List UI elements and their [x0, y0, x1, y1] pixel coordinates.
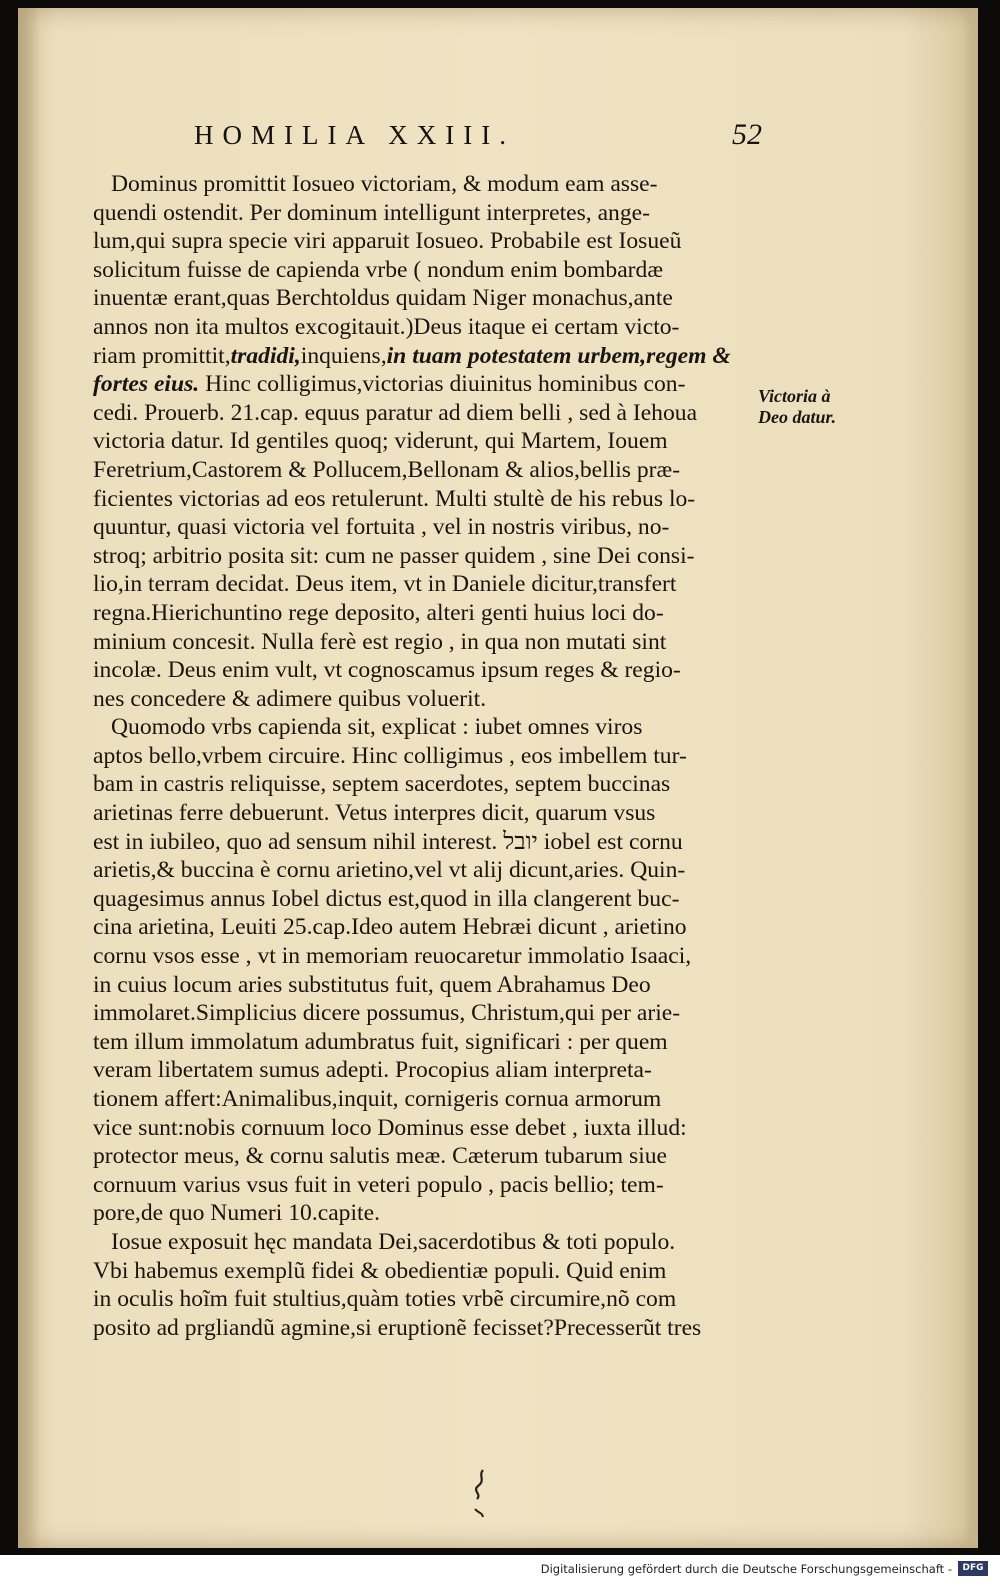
text-line: cornuum varius vsus fuit in veteri populo , pacis bellio; tem- — [93, 1171, 664, 1198]
text-line — [93, 370, 755, 399]
funding-credit: Digitalisierung gefördert durch die Deutsche Forschungsgemeinschaft - — [540, 1562, 952, 1576]
text-line: veram libertatem sumus adepti. Procopius aliam interpreta- — [93, 1057, 652, 1084]
text-line: arietis,& buccina è cornu arietino,vel vt alij dicunt,aries. Quin- — [93, 857, 686, 884]
page-gutter-shadow — [18, 8, 40, 1548]
text-line: annos non ita multos excogitauit.)Deus itaque ei certam victo- — [93, 313, 680, 340]
text-line: est in iubileo, quo ad sensum nihil interest. יובל iobel est cornu — [93, 828, 683, 855]
text-line: aptos bello,vrbem circuire. Hinc colligimus , eos imbellem tur- — [93, 742, 687, 769]
text-line: bam in castris reliquisse, septem sacerdotes, septem buccinas — [93, 771, 671, 798]
ink-flourish-mark — [466, 1466, 494, 1522]
footer-bar — [0, 1555, 1000, 1585]
text-line: pore,de quo Numeri 10.capite. — [93, 1200, 380, 1227]
margin-note — [758, 386, 836, 428]
page-number: 52 — [732, 118, 762, 151]
text-line: stroq; arbitrio posita sit: cum ne passer quidem , sine Dei consi- — [93, 542, 695, 569]
text-line: Vbi habemus exemplũ fidei & obedientiæ populi. Quid enim — [93, 1257, 667, 1284]
page-edge-shadow — [964, 8, 978, 1548]
text-line: arietinas ferre debuerunt. Vetus interpres dicit, quarum vsus — [93, 800, 656, 827]
body-text — [93, 170, 755, 1342]
text-line: quagesimus annus Iobel dictus est,quod in illa clangerent buc- — [93, 885, 680, 912]
text-line: Quomodo vrbs capienda sit, explicat : iubet omnes viros — [111, 714, 643, 741]
text-line: Dominus promittit Iosueo victoriam, & modum eam asse- — [111, 171, 658, 197]
text-line: victoria datur. Id gentiles quoq; viderunt, qui Martem, Iouem — [93, 428, 668, 455]
margin-note-line: Victoria à — [758, 386, 831, 406]
text-line: lio,in terram decidat. Deus item, vt in Daniele dicitur,transfert — [93, 571, 677, 598]
text-line: cornu vsos esse , vt in memoriam reuocaretur immolatio Isaaci, — [93, 943, 692, 970]
text-line: tem illum immolatum adumbratus fuit, significari : per quem — [93, 1028, 668, 1055]
text-line: minium concesit. Nulla ferè est regio , in qua non mutati sint — [93, 628, 667, 655]
text-line: quendi ostendit. Per dominum intelligunt interpretes, ange- — [93, 199, 650, 226]
text-line: Feretrium,Castorem & Pollucem,Bellonam & alios,bellis præ- — [93, 456, 681, 483]
text-line: cedi. Prouerb. 21.cap. equus paratur ad diem belli , sed à Iehoua — [93, 399, 698, 426]
text-segment: Hinc colligimus,victorias diuinitus hominibus con- — [205, 371, 686, 398]
text-line: regna.Hierichuntino rege deposito, alteri genti huius loci do- — [93, 599, 664, 626]
text-line: inuentæ erant,quas Berchtoldus quidam Niger monachus,ante — [93, 285, 673, 312]
text-segment: riam promittit, — [93, 342, 231, 369]
text-segment: inquiens, — [300, 342, 387, 369]
dfg-logo: DFG — [958, 1561, 988, 1576]
text-line: cina arietina, Leuiti 25.cap.Ideo autem Hebræi dicunt , arietino — [93, 914, 687, 941]
text-line: in oculis hoĩm fuit stultius,quàm toties vrbẽ circumire,nõ com — [93, 1286, 677, 1313]
italic-segment: fortes eius. — [93, 371, 200, 398]
text-line: protector meus, & cornu salutis meæ. Cæterum tubarum siue — [93, 1143, 668, 1170]
italic-segment: in tuam potestatem urbem,regem & — [386, 342, 731, 369]
running-title: HOMILIA XXIII. — [194, 120, 515, 150]
text-line: solicitum fuisse de capienda vrbe ( nondum enim bombardæ — [93, 256, 664, 283]
text-line: posito ad prgliandũ agmine,si eruptionẽ fecisset?Precesserũt tres — [93, 1314, 702, 1341]
text-line — [93, 342, 755, 371]
text-line: quuntur, quasi victoria vel fortuita , vel in nostris viribus, no- — [93, 514, 670, 541]
text-line: in cuius locum aries substitutus fuit, quem Abrahamus Deo — [93, 971, 651, 998]
italic-segment: tradidi, — [230, 342, 301, 369]
text-line: ficientes victorias ad eos retulerunt. Multi stultè de his rebus lo- — [93, 485, 696, 512]
text-line: Iosue exposuit hęc mandata Dei,sacerdotibus & toti populo. — [111, 1228, 676, 1255]
text-line: lum,qui supra specie viri apparuit Iosueo. Probabile est Iosueũ — [93, 228, 682, 255]
text-line: immolaret.Simplicius dicere possumus, Christum,qui per arie- — [93, 1000, 681, 1027]
text-line: tionem affert:Animalibus,inquit, cornigeris cornua armorum — [93, 1086, 662, 1112]
margin-note-line: Deo datur. — [758, 407, 837, 427]
running-head — [194, 120, 794, 160]
text-line: incolæ. Deus enim vult, vt cognoscamus ipsum reges & regio- — [93, 657, 681, 684]
text-line: nes concedere & adimere quibus voluerit. — [93, 685, 487, 712]
book-page — [18, 8, 978, 1548]
text-line: vice sunt:nobis cornuum loco Dominus esse debet , iuxta illud: — [93, 1114, 687, 1141]
